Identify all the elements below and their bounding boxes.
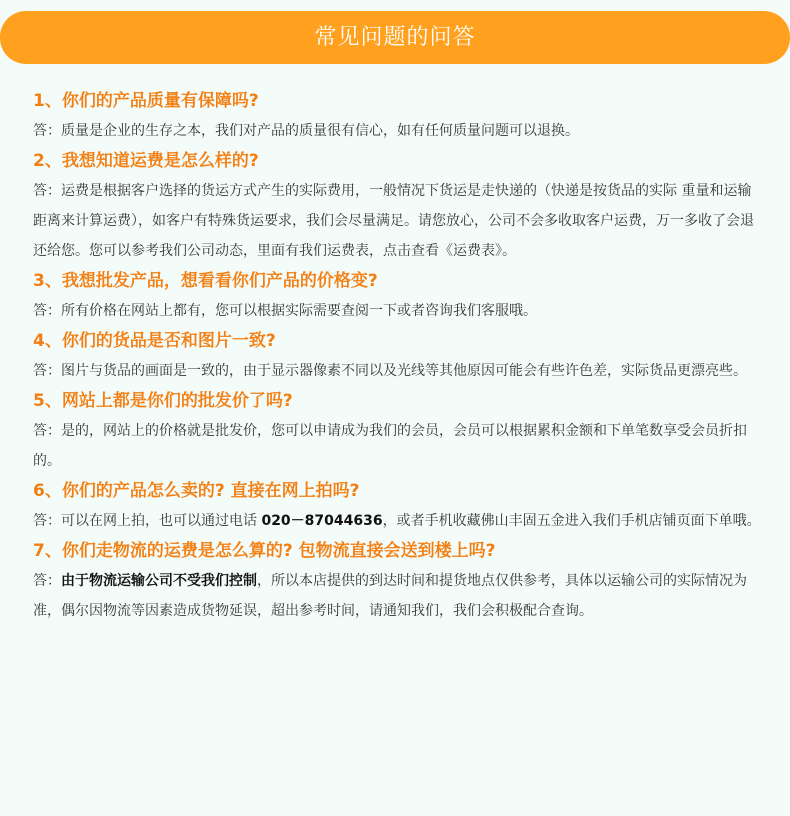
faq-answer (33, 566, 761, 626)
page-title: 常见问题的问答 (0, 11, 790, 64)
answer-text: ，所以本店提供的到达时间和提货地点仅供参考，具体以运输公司的实际情况为准，偶尔因物流等因素造成货物延误，超出参考时间，请通知我们，我们会积极配合查询。 (33, 573, 747, 619)
faq-question: 3、我想批发产品，想看看你们产品的价格变? (33, 271, 378, 291)
answer-text: 答： (33, 573, 61, 589)
faq-item-1 (33, 86, 761, 146)
answer-emphasis: 由于物流运输公司不受我们控制 (61, 573, 257, 589)
faq-question: 5、网站上都是你们的批发价了吗? (33, 391, 293, 411)
faq-question: 1、你们的产品质量有保障吗? (33, 91, 259, 111)
faq-question: 4、你们的货品是否和图片一致? (33, 331, 276, 351)
faq-item-6 (33, 476, 761, 536)
answer-text: ，或者手机收藏佛山丰固五金进入我们手机店铺页面下单哦。 (382, 513, 761, 529)
faq-question: 6、你们的产品怎么卖的? 直接在网上拍吗? (33, 481, 360, 501)
faq-answer: 答：是的，网站上的价格就是批发价，您可以申请成为我们的会员，会员可以根据累积金额和下单笔数享受会员折扣的。 (33, 423, 747, 469)
faq-item-3 (33, 266, 761, 326)
faq-question: 2、我想知道运费是怎么样的? (33, 151, 259, 171)
faq-item-2 (33, 146, 761, 266)
faq-answer: 答：图片与货品的画面是一致的，由于显示器像素不同以及光线等其他原因可能会有些许色差，实际货品更漂亮些。 (33, 363, 747, 379)
faq-list (33, 86, 761, 626)
faq-item-7 (33, 536, 761, 626)
faq-answer: 答：所有价格在网站上都有，您可以根据实际需要查阅一下或者咨询我们客服哦。 (33, 303, 537, 319)
faq-answer (33, 506, 761, 536)
answer-text: 答：可以在网上拍，也可以通过电话 (33, 513, 262, 529)
faq-item-4 (33, 326, 761, 386)
faq-item-5 (33, 386, 761, 476)
faq-question: 7、你们走物流的运费是怎么算的? 包物流直接会送到楼上吗? (33, 541, 496, 561)
phone-number: 020－87044636 (261, 513, 383, 529)
faq-answer: 答：质量是企业的生存之本，我们对产品的质量很有信心，如有任何质量问题可以退换。 (33, 123, 579, 139)
faq-answer: 答：运费是根据客户选择的货运方式产生的实际费用，一般情况下货运是走快递的（快递是按货品的实际 重量和运输距离来计算运费），如客户有特殊货运要求，我们会尽量满足。请您放心，公司不会多收取客户运费，万一多收了会退还给您。您可以参考我们公司动态，里面有我们运费表，点击查看《运费表》。 (33, 183, 754, 259)
